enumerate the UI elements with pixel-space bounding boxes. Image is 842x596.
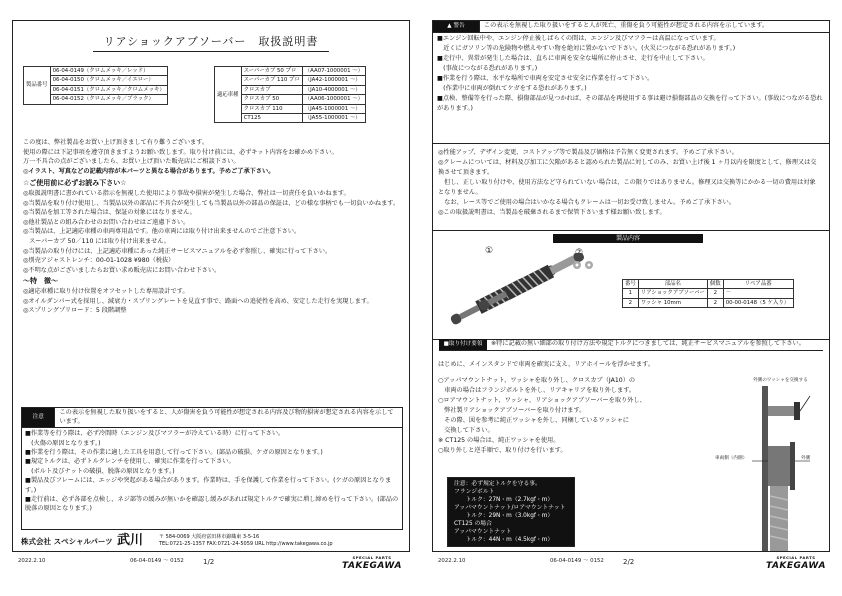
read-item: ◎当製品の取り付けには、上記適応車種にあった純正サービスマニュアルを必ず参照し、確実に行って下さい。 (23, 247, 332, 255)
footer-page-number-2: 2/2 (623, 558, 635, 566)
torque-line: アッパマウントナット (454, 529, 512, 535)
warning-item: (作業中に車両が倒れてケガをする恐れがあります。) (437, 84, 587, 92)
company-phone-url: TEL:0721-25-1357 FAX:0721-24-5059 URL http://www.takegawa.co.jp (159, 541, 333, 547)
company-address: 〒 584-0069 大阪府富田林市錦織東 3-5-16 (159, 534, 260, 540)
install-step: ○アッパマウントナット、ワッシャを取り外し、クロスカブ（JA10）の (438, 377, 636, 384)
model-name: クロスカブ 110 (241, 104, 302, 113)
warning-item: ■作業を行う際は、水平な場所で車両を安定させ安全に作業を行って下さい。 (437, 74, 654, 82)
takegawa-logo (342, 555, 402, 572)
warning-list (433, 33, 829, 115)
notice-item: ◎性能アップ、デザイン変更、コストアップ等で製品及び価格は予告無く変更されます。予めご了承下さい。 (438, 149, 738, 156)
contents-cell: 2 (707, 298, 723, 307)
contents-cell: 00-00-0148（5 ケ入り） (723, 298, 793, 307)
caution-header-text: この表示を無視した取り扱いをすると、人が傷害を負う可能性が想定される内容及び物的損害が想定される内容を示しています。 (54, 408, 402, 427)
install-header (439, 339, 823, 351)
read-heading: ☆ご使用前に必ずお読み下さい☆ (23, 179, 127, 188)
applicable-model-table (214, 66, 366, 123)
contents-row (623, 298, 794, 307)
notice-item: 但し、正しい取り付けや、使用方法など守られていない場合は、この限りではありません。修理又は交換等にかかる一切の費用は対象となりません。 (438, 179, 816, 196)
warning-box (433, 21, 829, 144)
install-step: その際、図を参考に純正ワッシャを外し、同梱しているワッシャに (438, 417, 629, 424)
footer-page-number: 1/2 (203, 558, 215, 566)
contents-cell: 2 (707, 289, 723, 298)
model-code: （JA55-1000001 ～） (302, 114, 365, 123)
caution-item: (火傷の原因となります。) (25, 439, 101, 447)
model-name: スーパーカブ 50 プロ (241, 67, 302, 76)
product-row: 06-04-0150（クロムメッキ／イエロー） (50, 76, 167, 85)
manual-page-2 (432, 20, 830, 552)
model-code: （AA06-1000001 ～） (302, 95, 365, 104)
torque-line: トルク：29N・m（3.0kgf・m） (454, 513, 554, 519)
read-item: ◎当製品は、上記適応車種の車両専用品です。他の車両には取り付け出来ませんのでご注意下さい。 (23, 228, 301, 236)
intro-text (23, 138, 401, 316)
warning-icon: ▲ (447, 22, 452, 29)
diagram-label-top: 外側のワッシャを交換する (753, 378, 808, 383)
torque-line: アッパマウントナット/ロアマウントナット (454, 505, 566, 511)
contents-row (623, 289, 794, 298)
brand-tagline: SPECIAL PARTS (352, 555, 392, 560)
caution-box (21, 407, 403, 530)
contents-cell: リアショックアブソーバー (638, 289, 707, 298)
read-item: ◎当製品を加工等された場合は、保証の対象にはなりません。 (23, 209, 196, 217)
takegawa-logo-2 (766, 555, 826, 572)
company-contact (159, 534, 333, 548)
install-step: はじめに、メインスタンドで車両を確実に支え、リアホイールを浮かせます。 (438, 361, 655, 368)
model-name: クロスカブ 50 (241, 95, 302, 104)
contents-table (622, 279, 794, 308)
model-code: （JA42-1000001 ～） (302, 76, 365, 85)
company-name: 株式会社 スペシャルパーツ (21, 537, 113, 546)
read-item: ◎当製品を取り付け使用し、当製品以外の部品に不具合が発生しても当製品以外の部品の保証は、どの様な事柄でも一切負いかねます。 (23, 199, 400, 207)
caution-tag: 注意 (22, 408, 54, 427)
contents-header: 個数 (707, 280, 723, 289)
read-item: ◎不明な点がございましたらお買い求め販売店にお問い合わせ下さい。 (23, 266, 221, 274)
contents-header: リペア品番 (723, 280, 793, 289)
caution-list (22, 428, 402, 515)
applicable-label: 適応車種 (215, 67, 242, 123)
notice-text (438, 148, 821, 218)
brand-tagline: SPECIAL PARTS (776, 555, 816, 560)
product-number-label: 製品番号 (24, 67, 51, 105)
warning-item: ■エンジン回転中や、エンジン停止後しばらくの間は、エンジン及びマフラーは高温になっています。 (437, 34, 720, 42)
feature-item: ◎オイルダンパー式を採用し、減衰力・スプリングレートを見直す事で、路面への追従性を高め、安定した走行を実現します。 (23, 297, 373, 305)
features-heading: ～特 徴～ (23, 277, 58, 286)
washer-illustration (571, 260, 597, 270)
contents-header-row (623, 280, 794, 289)
install-steps (438, 360, 709, 456)
torque-line: トルク：27N・m（2.7kgf・m） (454, 497, 554, 503)
washer-replacement-diagram (748, 386, 818, 551)
install-step: ※ CT125 の場合は、純正ワッシャを使用。 (438, 437, 560, 444)
caution-item: ■規定トルクは、必ずトルクレンチを使用し、確実に作業を行って下さい。 (25, 458, 235, 466)
warning-item: ■点検、整備等を行った際、損傷部品が見つかれば、その部品を再使用する事は避け損傷部品の交換を行って下さい。(事故につながる恐れがあります。) (437, 94, 823, 112)
install-tag: ■取り付け要領 (439, 339, 487, 350)
install-step: 交換して下さい。 (438, 427, 494, 434)
warning-item: ■走行中、異常が発生した場合は、直ちに車両を安全な場所に停止させ、走行を中止して下さい。 (437, 54, 709, 62)
notice-item: ◎この取扱説明書は、当製品を破棄されるまで保管下さいます様お願い致します。 (438, 209, 666, 216)
contents-header: 番号 (623, 280, 639, 289)
model-code: （JA10-4000001 ～） (302, 85, 365, 94)
install-step: 弊社製リアショックアブソーバーを取り付けます。 (438, 407, 586, 414)
caution-item: ■作業等を行う際は、必ず冷間時（エンジン及びマフラーが冷えている時）に行って下さい。 (25, 430, 285, 438)
intro-line: 万一不具合の点がございましたら、お買い上げ頂いた販売店にご相談下さい。 (23, 158, 240, 166)
brand-name: TAKEGAWA (766, 561, 826, 572)
footer-date-2: 2022.2.10 (438, 558, 466, 564)
contents-cell: 2 (623, 298, 639, 307)
warning-item: 近くにガソリン等の危険物や燃えやすい物を絶対に置かないで下さい。(火災につながる恐れがあります。) (437, 44, 736, 52)
read-item: ◎他社製品との組み合わせのお問い合わせはご遠慮下さい。 (23, 218, 190, 226)
manual-page-1 (12, 20, 410, 552)
read-item: ◎取扱説明書に書かれている指示を無視した使用により事故や損害が発生した場合、弊社は一切責任を負いかねます。 (23, 189, 350, 197)
caution-header (22, 408, 402, 428)
model-name: スーパーカブ 110 プロ (241, 76, 302, 85)
model-code: （AA07-1000001 ～） (302, 67, 365, 76)
install-step: ○取り外しと逆手順で、取り付けを行います。 (438, 447, 567, 454)
contents-cell: 1 (623, 289, 639, 298)
page-title: リアショックアブソーバー 取扱説明書 (103, 35, 319, 48)
caution-item: ■作業を行う際は、その作業に適した工具を用意して行って下さい。(部品の破損、ケガの原因となります。) (25, 449, 323, 456)
warning-tag (433, 21, 479, 32)
caution-item: (ボルト及びナットの破損、脱落の原因となります。) (25, 467, 175, 475)
diagram-label-left: 車両側（内側） (715, 456, 748, 461)
company-logo: 武川 (117, 533, 144, 548)
diagram-label-right: 外側 (801, 456, 811, 461)
intro-line: この度は、弊社製品をお買い上げ頂きまして有り難うございます。 (23, 139, 209, 146)
illustration-note: ◎イラスト、写真などの記載内容が本パーツと異なる場合があります。予めご了承下さい。 (23, 167, 275, 175)
warning-item: (事故につながる恐れがあります。) (437, 64, 538, 72)
product-row: 06-04-0152（クロムメッキ／ブラック） (50, 95, 167, 104)
contents-cell: － (723, 289, 793, 298)
footer-date: 2022.2.10 (18, 558, 46, 564)
contents-heading: 製品内容 (553, 234, 703, 243)
footer-code: 06-04-0149 ～ 0152 (130, 558, 184, 564)
notice-item: ◎クレームについては、材料及び加工に欠陥があると認められた製品に対してのみ、お買い上げ後 1 ヶ月以内を限度として、修理又は交換させて頂きます。 (438, 159, 817, 176)
product-row: 06-04-0151（クロムメッキ／クロムメッキ） (50, 85, 167, 94)
torque-box (447, 477, 575, 547)
model-name: クロスカブ (241, 85, 302, 94)
product-number-table (23, 66, 168, 105)
torque-line: CT125 の場合 (454, 521, 492, 527)
title-underline (93, 51, 329, 52)
brand-name: TAKEGAWA (342, 561, 402, 572)
model-code: （JA45-1000001 ～） (302, 104, 365, 113)
torque-line: 注意：必ず規定トルクを守る事。 (454, 481, 541, 487)
item-marker-1: ① (485, 246, 494, 256)
notice-item: なお、レース等でご使用の場合はいかなる場合もクレームは一切お受け致しません。予めご了承下さい。 (438, 199, 736, 206)
feature-item: ◎適応車種に取り付け位置をオフセットした専用設計です。 (23, 287, 189, 295)
install-header-text: ※特に記載の無い細部の取り付け方法や規定トルクにつきましては、純正サービスマニュアルを参照して下さい。 (491, 340, 805, 347)
caution-item: ■走行前は、必ず各部を点検し、ネジ部等の緩みが無いかを確認し緩みがあれば規定トルクで確実に増し締めを行って下さい。(部品の脱落の原因となります。) (25, 496, 399, 513)
section-divider (433, 230, 829, 231)
footer-code-2: 06-04-0149 ～ 0152 (550, 558, 604, 564)
install-step: 車両の場合はフランジボルトを外し、リアキャリアを取り外します。 (438, 387, 636, 394)
read-item: ◎別売アジャストレンチ：00-01-1028 ¥980（税抜） (23, 257, 175, 265)
contents-header: 部品名 (638, 280, 707, 289)
read-item: スーパーカブ 50／110 には取り付け出来ません。 (23, 237, 170, 245)
caution-item: ■製品及びフレームには、エッジや突起がある場合があります。作業時は、手を保護して作業を行って下さい。(ケガの原因となります。) (25, 477, 392, 494)
contents-cell: ワッシャ 10mm (638, 298, 707, 307)
torque-line: フランジボルト (454, 489, 495, 495)
torque-line: トルク：44N・m（4.5kgf・m） (454, 537, 554, 543)
feature-item: ◎スプリングプリロード：5 段階調整 (23, 307, 127, 315)
product-row: 06-04-0149（クロムメッキ／レッド） (50, 67, 167, 76)
intro-line: 使用の際には下記事項を遵守頂きますようお願い致します。取り付け前には、必ずキット内容をお確かめ下さい。 (23, 148, 338, 156)
warning-header-text: この表示を無視した取り扱いをすると人が死亡、重傷を負う可能性が想定される内容を示しています。 (479, 21, 772, 32)
install-step: ○ロアマウントナット、ワッシャ、リアショックアブソーバーを取り外し、 (438, 397, 646, 404)
warning-header (433, 21, 829, 33)
model-name: CT125 (241, 114, 302, 123)
warning-tag-label: 警告 (453, 22, 465, 29)
